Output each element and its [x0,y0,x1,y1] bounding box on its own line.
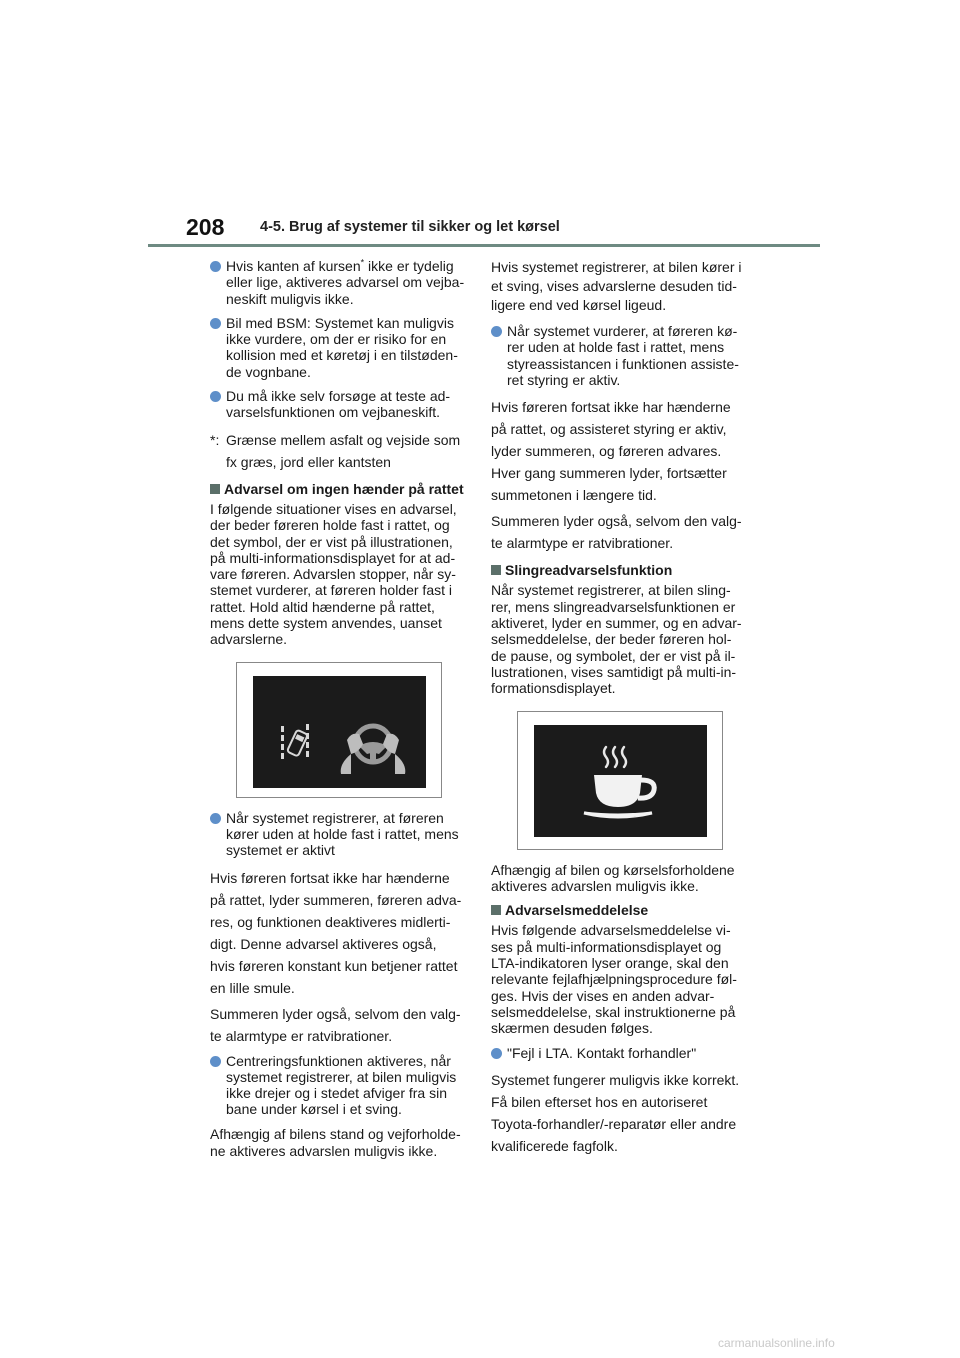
paragraph: Summeren lyder også, selvom den valg- te alarmtype er ratvibrationer. [210,1005,461,1044]
page-number: 208 [186,214,225,240]
bullet-dot-icon [210,318,221,329]
bullet-dot-icon [491,1048,502,1059]
bullet-lta-error: "Fejl i LTA. Kontakt forhandler" [491,1045,746,1061]
hands-off-warning-illustration [236,662,442,798]
section-heading-warning-message: Advarselsmeddelelse [491,902,746,918]
bullet-dot-icon [210,391,221,402]
sway-warning-illustration [517,711,723,850]
paragraph: Hvis føreren fortsat ikke har hænderne på rattet, og assisteret styring er aktiv, lyder summeren, og føreren advares. Hver gang summeren lyder, fortsætter summetonen i længere tid. [491,399,731,504]
bullet-assisted-steering: Når systemet vurderer, at føreren kø- rer uden at holde fast i rattet, mens styreassistancen i funktionen assiste- ret styring er aktiv. [491,323,746,388]
paragraph: Hvis følgende advarselsmeddelelse vi- ses på multi-informationsdisplayet og LTA-indikatoren lyser orange, skal den relevante fejlafhjælpningsprocedure føl- ges. Hvis der vises en anden advar- selsmeddelelse, skal instruktionerne på skærmen desuden følges. [491,922,737,1037]
left-column [210,258,465,1164]
paragraph: Systemet fungerer muligvis ikke korrekt. Få bilen efterset hos en autoriseret Toyota-forhandler/-reparatør eller andre kvalificerede fagfolk. [491,1071,740,1154]
paragraph: I følgende situationer vises en advarsel, der beder føreren holde fast i rattet, og det symbol, der er vist på illustrationen, på multi-informationsdisplayet for at ad- vare føreren. Advarslen stopper, når sy- stemet vurderer, at føreren holder fast i rattet. Hold altid hænderne på rattet, mens dette system anvendes, uanset advarslerne. [210,500,457,648]
paragraph: Afhængig af bilens stand og vejforholde- ne aktiveres advarslen muligvis ikke. [210,1125,461,1159]
paragraph: Når systemet registrerer, at bilen sling- rer, mens slingreadvarselsfunktionen er aktiveret, lyder en summer, og en advar- selsmeddelelse, der beder føreren hol- de pause, og symbolet, der er vist på il- lustrationen, vises samtidigt på multi-in- formationsdisplayet. [491,582,742,697]
section-heading-hands-off: Advarsel om ingen hænder på rattet [210,481,465,497]
lane-and-steering-wheel-icon [253,676,426,788]
bullet-lane-edge: Hvis kanten af kursen* ikke er tydelig eller lige, aktiveres advarsel om vejba- neskift muligvis ikke. [210,258,465,307]
coffee-cup-icon [534,725,707,837]
section-heading-sway: Slingreadvarselsfunktion [491,562,746,578]
header-rule [148,244,820,247]
bullet-dot-icon [210,1056,221,1067]
display-screen [253,676,426,788]
bullet-centering: Centreringsfunktionen aktiveres, når systemet registrerer, at bilen muligvis ikke drejer og i stedet afviger fra sin bane under kørsel i et sving. [210,1053,465,1118]
watermark: carmanualsonline.info [718,1336,835,1350]
paragraph: Afhængig af bilen og kørselsforholdene aktiveres advarslen muligvis ikke. [491,861,735,894]
bullet-hands-off: Når systemet registrerer, at føreren kører uden at holde fast i rattet, mens systemet er aktivt [210,810,465,859]
bullet-bsm: Bil med BSM: Systemet kan muligvis ikke vurdere, om der er risiko for en kollision med et køretøj i en tilstøden- de vognbane. [210,315,465,380]
paragraph: Summeren lyder også, selvom den valg- te alarmtype er ratvibrationer. [491,513,742,552]
heading-square-icon [491,565,501,575]
chapter-title: 4-5. Brug af systemer til sikker og let kørsel [260,219,560,235]
display-screen [534,725,707,837]
paragraph: Hvis systemet registrerer, at bilen kører i et sving, vises advarslerne desuden tid- ligere end ved kørsel ligeud. [491,259,742,313]
heading-square-icon [210,484,220,494]
footnote: *: Grænse mellem asfalt og vejside som fx græs, jord eller kantsten [210,431,461,470]
paragraph: Hvis føreren fortsat ikke har hænderne på rattet, lyder summeren, føreren adva- res, og funktionen deaktiveres midlerti- digt. Denne advarsel aktiveres også, hvis føreren konstant kun betjener rattet en lille smule. [210,869,462,996]
right-column [491,258,746,1161]
bullet-dot-icon [210,813,221,824]
bullet-dot-icon [210,261,221,272]
heading-square-icon [491,905,501,915]
bullet-dot-icon [491,326,502,337]
bullet-no-test: Du må ikke selv forsøge at teste ad- varselsfunktionen om vejbaneskift. [210,388,465,421]
